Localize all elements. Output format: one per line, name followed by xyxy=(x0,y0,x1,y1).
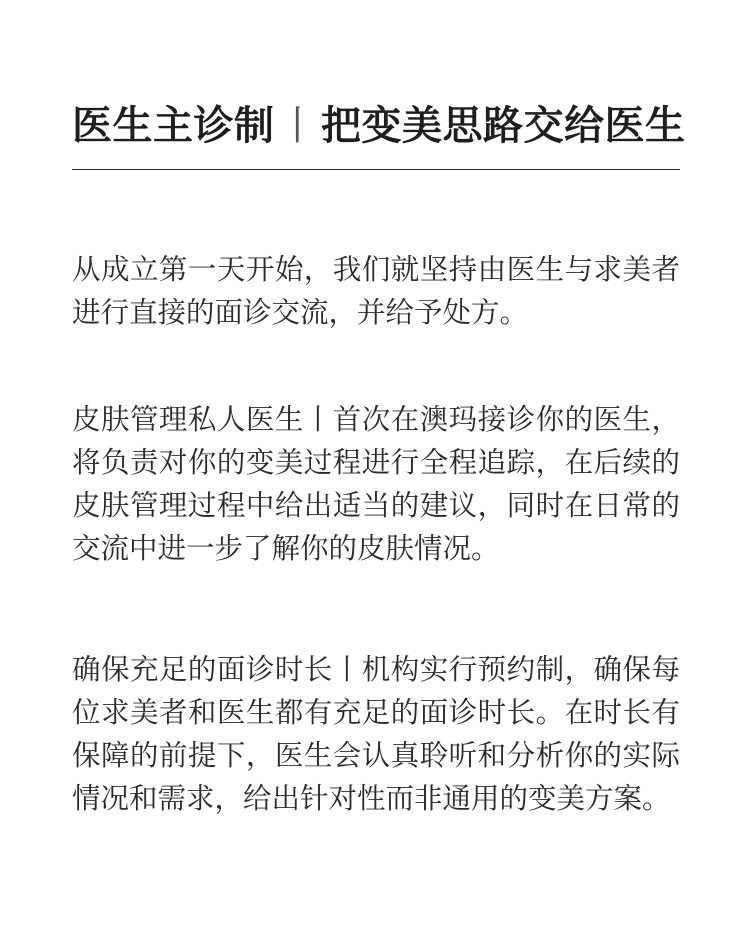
title-separator: 丨 xyxy=(277,103,318,149)
paragraph-intro: 从成立第一天开始，我们就坚持由医生与求美者进行直接的面诊交流，并给予处方。 xyxy=(72,253,680,329)
title-sub: 把变美思路交给医生 xyxy=(321,102,686,149)
title-main: 医生主诊制 xyxy=(72,102,275,149)
paragraph-consultation-time: 确保充足的面诊时长丨机构实行预约制，确保每位求美者和医生都有充足的面诊时长。在时长有保障的前提下，医生会认真聆听和分析你的实际情况和需求，给出针对性而非通用的变美方案。 xyxy=(72,653,680,815)
page-title xyxy=(72,100,686,152)
paragraph-private-doctor: 皮肤管理私人医生丨首次在澳玛接诊你的医生，将负责对你的变美过程进行全程追踪，在后续的皮肤管理过程中给出适当的建议，同时在日常的交流中进一步了解你的皮肤情况。 xyxy=(72,403,680,565)
article xyxy=(72,0,686,930)
title-divider xyxy=(72,169,680,170)
